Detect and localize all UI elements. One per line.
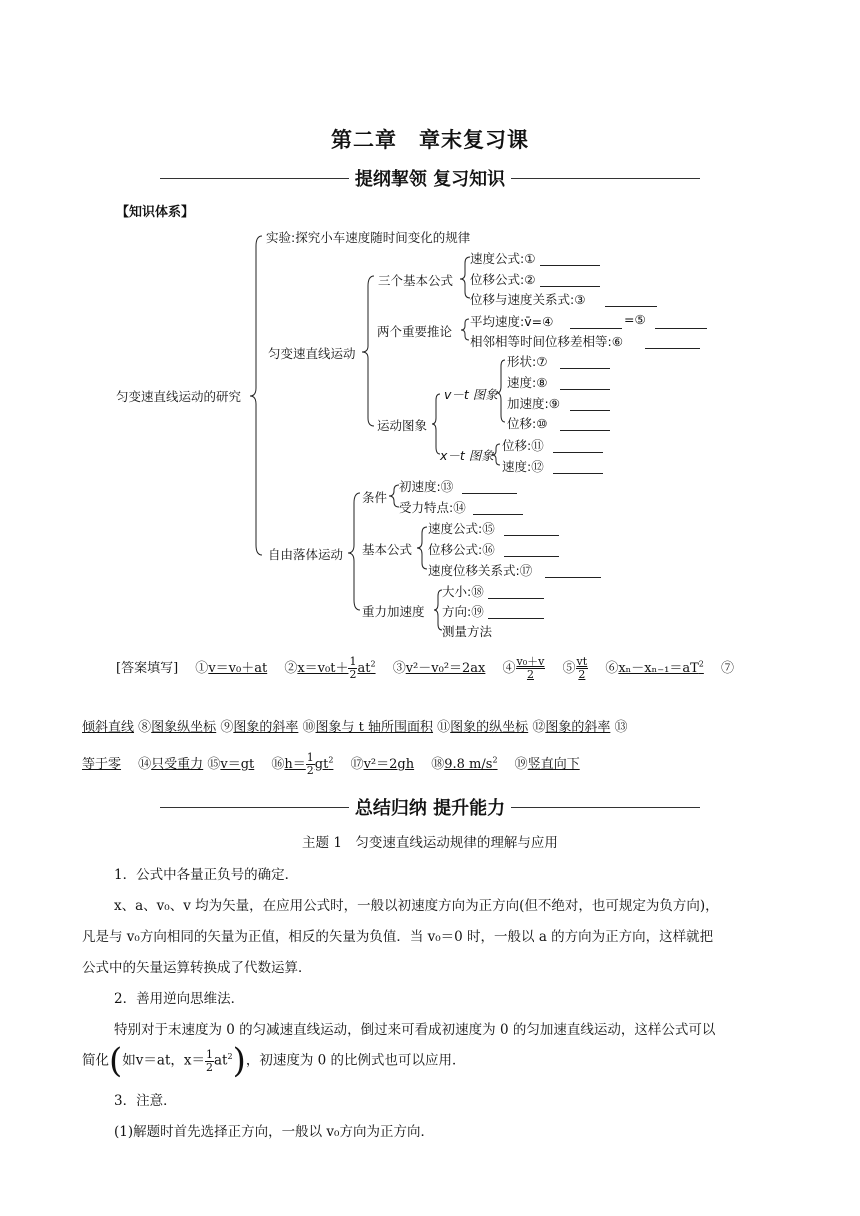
mindmap-vt-shape: 形状:⑦ <box>507 354 548 369</box>
mindmap-freefall: 自由落体运动 <box>268 547 344 562</box>
answer-3: ③v²－v₀²＝2ax <box>392 661 486 676</box>
blank-line <box>488 597 544 599</box>
blank-line <box>488 617 544 619</box>
mindmap-force: 受力特点:⑭ <box>399 500 466 515</box>
answer-4: ④ $\frac{\text{v₀＋v}}{2}$ <box>502 655 545 681</box>
answers-line-3 <box>82 752 580 777</box>
paragraph-1-line-3: 公式中的矢量运算转换成了代数运算． <box>82 960 312 976</box>
answer-18: ⑱9.8 $m/s^2$ <box>431 755 498 772</box>
mindmap-avg-speed-eq: =⑤ <box>624 312 646 327</box>
topic-heading: 主题 1 匀变速直线运动规律的理解与应用 <box>302 835 558 851</box>
mindmap-ff-vx: 速度位移关系式:⑰ <box>428 563 533 578</box>
mindmap-vt-graph: v－t 图象 <box>444 387 498 402</box>
paragraph-2-line-2: 简化(如v＝at，x＝ $\frac{1}{2}$ $at^2$)，初速度为 0 的比例式也可以应用． <box>82 1041 466 1081</box>
answer-14: ⑭只受重力 <box>138 757 204 772</box>
answers-label: [答案填写] <box>116 661 179 676</box>
mindmap-uniform-motion: 匀变速直线运动 <box>268 346 356 361</box>
blank-line <box>540 285 600 287</box>
answer-11: ⑪图象的纵坐标 <box>437 720 529 735</box>
mindmap-two-inferences: 两个重要推论 <box>377 324 453 339</box>
answer-7-prefix: ⑦ <box>720 661 734 676</box>
mindmap-vx-formula: 位移与速度关系式:③ <box>470 292 586 307</box>
paragraph-1-line-1: x、a、v₀、v 均为矢量，在应用公式时，一般以初速度方向为正方向(但不绝对，也可规定为负方向)， <box>114 898 719 914</box>
paragraph-1-line-2: 凡是与 v₀方向相同的矢量为正值，相反的矢量为负值．当 v₀＝0 时，一般以 a 的方向为正方向，这样就把 <box>82 929 714 945</box>
blank-line <box>553 451 603 453</box>
banner-text: 提纲挈领 复习知识 <box>354 169 506 190</box>
mindmap-init-velocity: 初速度:⑬ <box>399 479 454 494</box>
mindmap-motion-graph: 运动图象 <box>377 418 428 433</box>
mindmap-vt-acc: 加速度:⑨ <box>507 396 560 411</box>
mindmap-avg-speed <box>470 312 553 330</box>
mindmap-xt-graph: x－t 图象 <box>440 448 494 463</box>
answer-13-prefix: ⑬ <box>614 720 628 735</box>
answer-7: 倾斜直线 <box>82 720 135 735</box>
blank-line <box>553 472 603 474</box>
answer-5: ⑤ $\frac{vt}{2}$ <box>562 655 588 681</box>
avg-speed-symbol: v̄=④ <box>524 314 554 329</box>
mindmap-condition: 条件 <box>362 490 388 505</box>
answer-17: ⑰v²＝2gh <box>350 757 415 772</box>
blank-line <box>560 388 610 390</box>
blank-line <box>540 264 600 266</box>
mindmap-basic-formulas: 基本公式 <box>362 542 413 557</box>
mindmap-gravity: 重力加速度 <box>362 604 425 619</box>
blank-line <box>560 429 610 431</box>
mindmap-g-magnitude: 大小:⑱ <box>442 584 484 599</box>
answer-13: 等于零 <box>82 757 122 772</box>
mindmap-three-formulas: 三个基本公式 <box>378 273 454 288</box>
blank-line <box>462 492 517 494</box>
answer-1: ①v＝v₀＋at <box>195 661 268 676</box>
answers-line-1 <box>116 656 734 681</box>
blank-line <box>570 327 622 329</box>
answer-9: ⑨图象的斜率 <box>220 720 299 735</box>
answer-19: ⑲竖直向下 <box>514 757 580 772</box>
answer-2: ②x＝v₀t＋ $\frac{1}{2}$ $at^2$ <box>284 655 376 681</box>
blank-line <box>545 576 601 578</box>
answer-6: $⑥x_n-x_{n-1}=aT^2$ <box>605 659 704 676</box>
mindmap-disp-formula: 位移公式:② <box>470 272 536 287</box>
blank-line <box>605 305 657 307</box>
blank-line <box>504 555 559 557</box>
answer-10: ⑩图象与 t 轴所围面积 <box>302 720 434 735</box>
blank-line <box>655 327 707 329</box>
blank-line <box>504 534 559 536</box>
answers-line-2 <box>82 716 628 735</box>
blank-line <box>570 409 610 411</box>
paragraph-3: (1)解题时首先选择正方向，一般以 v₀方向为正方向． <box>114 1124 434 1140</box>
mindmap-adjacent-diff: 相邻相等时间位移差相等:⑥ <box>470 334 623 349</box>
answer-16: ⑯h＝ $\frac{1}{2}$ $gt^2$ <box>271 751 334 777</box>
page-title: 第二章 章末复习课 <box>331 128 529 152</box>
heading-3: 3．注意． <box>114 1093 177 1109</box>
blank-line <box>473 513 523 515</box>
blank-line <box>645 347 700 349</box>
mindmap-experiment: 实验:探究小车速度随时间变化的规律 <box>266 230 471 245</box>
banner-rule-left <box>160 807 349 808</box>
paragraph-2-line-1: 特别对于末速度为 0 的匀减速直线运动，倒过来可看成初速度为 0 的匀加速直线运动，这样公式可以 <box>114 1022 716 1038</box>
knowledge-system-tag: 【知识体系】 <box>116 205 195 220</box>
mindmap-vt-disp: 位移:⑩ <box>507 416 548 431</box>
mindmap-ff-speed: 速度公式:⑮ <box>428 521 495 536</box>
mindmap-ff-disp: 位移公式:⑯ <box>428 542 495 557</box>
mindmap-g-direction: 方向:⑲ <box>442 604 484 619</box>
mindmap-xt-speed: 速度:⑫ <box>502 459 544 474</box>
section-banner-summary <box>160 794 700 820</box>
banner-rule-right <box>511 807 700 808</box>
mindmap-speed-formula: 速度公式:① <box>470 251 536 266</box>
mindmap-g-measure: 测量方法 <box>442 624 493 639</box>
heading-2: 2．善用逆向思维法． <box>114 991 245 1007</box>
mindmap-root: 匀变速直线运动的研究 <box>116 389 242 404</box>
banner-text: 总结归纳 提升能力 <box>354 798 506 819</box>
answer-8: ⑧图象纵坐标 <box>138 720 217 735</box>
avg-speed-label: 平均速度: <box>470 314 525 329</box>
answer-12: ⑫图象的斜率 <box>532 720 611 735</box>
blank-line <box>560 367 610 369</box>
answer-15: ⑮v＝gt <box>207 757 255 772</box>
mindmap-xt-disp: 位移:⑪ <box>502 438 544 453</box>
mindmap-vt-speed: 速度:⑧ <box>507 375 548 390</box>
heading-1: 1．公式中各量正负号的确定． <box>114 867 299 883</box>
